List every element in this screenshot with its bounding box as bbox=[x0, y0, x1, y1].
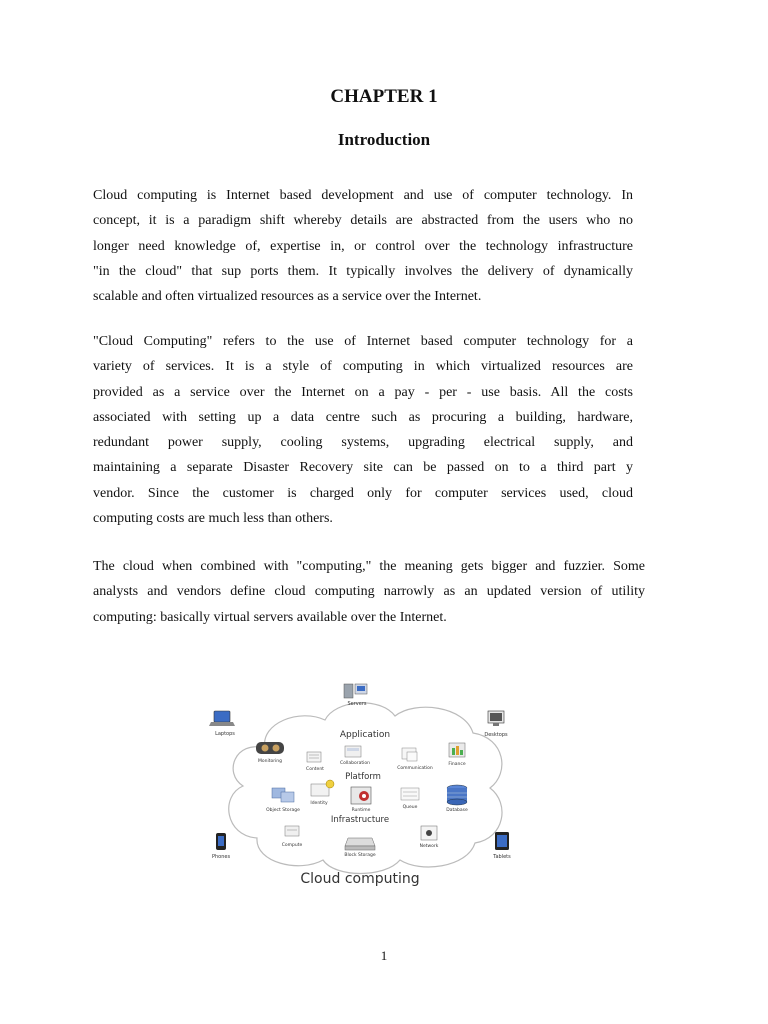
block-storage-label: Block Storage bbox=[344, 853, 376, 858]
paragraph-line: The cloud when combined with "computing," the meaning gets bigger and fuzzier. Some bbox=[93, 559, 645, 574]
cloud-diagram bbox=[205, 678, 525, 890]
paragraph-line: redundant power supply, cooling systems, upgrading electrical supply, and bbox=[93, 435, 633, 451]
paragraph-line: maintaining a separate Disaster Recovery site can be passed on to a third part y bbox=[93, 460, 633, 476]
object-storage-label: Object Storage bbox=[266, 808, 300, 813]
paragraph-line: vendor. Since the customer is charged only for computer services used, cloud bbox=[93, 485, 633, 501]
communication-label: Communication bbox=[397, 766, 433, 771]
monitoring-label: Monitoring bbox=[257, 759, 283, 764]
servers-icon bbox=[344, 684, 367, 698]
tablets-label: Tablets bbox=[493, 854, 511, 860]
paragraph-line: analysts and vendors define cloud computing narrowly as an updated version of utility bbox=[93, 584, 645, 600]
paragraph-line: computing: basically virtual servers available over the Internet. bbox=[93, 609, 447, 625]
content-icon bbox=[307, 752, 321, 762]
page-number: 1 bbox=[380, 948, 388, 963]
paragraph-line: provided as a service over the Internet on a pay - per - use basis. All the costs bbox=[93, 384, 633, 400]
finance-label: Finance bbox=[448, 762, 466, 767]
paragraph-line: scalable and often virtualized resources as a service over the Internet. bbox=[93, 289, 482, 305]
runtime-icon bbox=[351, 787, 371, 804]
chapter-heading: CHAPTER 1 bbox=[330, 86, 438, 107]
collaboration-label: Collaboration bbox=[340, 761, 370, 766]
paragraph-1 bbox=[93, 183, 633, 309]
phone-icon bbox=[216, 833, 226, 850]
figure-caption: Cloud computing bbox=[300, 871, 420, 887]
platform-layer-label: Platform bbox=[345, 772, 381, 782]
paragraph-2 bbox=[93, 329, 633, 531]
queue-icon bbox=[401, 788, 419, 800]
paragraph-line: associated with setting up a data centre such as procuring a building, hardware, bbox=[93, 409, 633, 425]
paragraph-line: "in the cloud" that sup ports them. It typically involves the delivery of dynamically bbox=[93, 263, 633, 279]
phones-label: Phones bbox=[211, 854, 231, 860]
paragraph-line: computing costs are much less than others. bbox=[93, 511, 333, 527]
compute-icon bbox=[285, 826, 299, 836]
infrastructure-layer-label: Infrastructure bbox=[330, 815, 390, 825]
section-title: Introduction bbox=[337, 130, 431, 149]
identity-label: Identity bbox=[310, 801, 328, 806]
network-label: Network bbox=[419, 844, 439, 849]
collaboration-icon bbox=[345, 746, 361, 757]
paragraph-line: Cloud computing is Internet based development and use of computer technology. In bbox=[93, 188, 633, 203]
cloud-computing-figure bbox=[205, 678, 525, 890]
desktops-label: Desktops bbox=[484, 732, 508, 738]
content-label: Content bbox=[306, 767, 324, 772]
application-layer-label: Application bbox=[339, 730, 391, 740]
paragraph-line: "Cloud Computing" refers to the use of Internet based computer technology for a bbox=[93, 334, 633, 349]
compute-label: Compute bbox=[281, 843, 303, 848]
paragraph-line: longer need knowledge of, expertise in, or control over the technology infrastructure bbox=[93, 238, 633, 254]
paragraph-line: variety of services. It is a style of computing in which virtualized resources are bbox=[93, 359, 633, 375]
finance-icon bbox=[449, 743, 465, 757]
paragraph-3 bbox=[93, 554, 645, 630]
laptop-icon bbox=[209, 711, 235, 726]
queue-label: Queue bbox=[402, 805, 418, 810]
runtime-label: Runtime bbox=[351, 808, 371, 813]
laptops-label: Laptops bbox=[215, 731, 235, 737]
block-storage-icon bbox=[345, 838, 375, 850]
servers-label: Servers bbox=[347, 701, 367, 707]
paragraph-line: concept, it is a paradigm shift whereby details are abstracted from the users who no bbox=[93, 213, 633, 229]
database-label: Database bbox=[446, 808, 468, 813]
network-icon bbox=[421, 826, 437, 840]
communication-icon bbox=[402, 748, 417, 761]
monitoring-icon bbox=[256, 742, 284, 754]
tablet-icon bbox=[495, 832, 509, 850]
desktop-icon bbox=[488, 711, 504, 726]
database-icon bbox=[447, 785, 467, 805]
